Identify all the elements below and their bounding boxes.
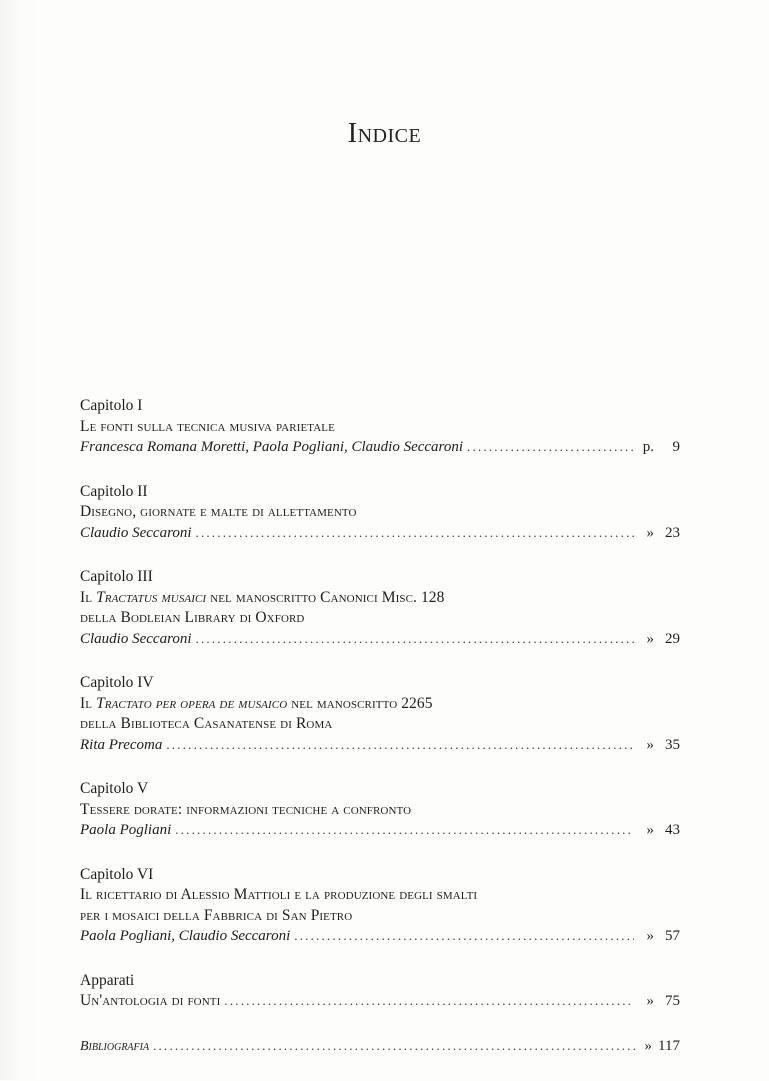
page-number: 117 bbox=[658, 1037, 680, 1054]
page-number: 35 bbox=[665, 736, 680, 753]
page-marker: » bbox=[646, 630, 654, 647]
page-marker: p. bbox=[642, 439, 654, 455]
page-marker: » bbox=[644, 1037, 652, 1054]
chapter-authors: Paola Pogliani, Claudio Seccaroni bbox=[80, 928, 291, 944]
heading-prefix: Il bbox=[80, 588, 97, 606]
page-marker: » bbox=[646, 822, 654, 838]
author-line bbox=[80, 437, 680, 458]
heading-suffix: nel manoscritto Canonici Misc. 128 bbox=[206, 588, 445, 606]
toc-entry-chapter-4 bbox=[80, 673, 680, 755]
chapter-heading: Le fonti sulla tecnica musiva parietale bbox=[80, 417, 335, 435]
toc-entry-chapter-5 bbox=[80, 779, 680, 841]
chapter-heading bbox=[80, 694, 680, 715]
author-line bbox=[80, 629, 680, 650]
section-heading: Bibliografia bbox=[80, 1038, 150, 1054]
page-number: 9 bbox=[672, 439, 680, 455]
chapter-label: Capitolo VI bbox=[80, 865, 154, 883]
page-number: 75 bbox=[665, 993, 680, 1009]
chapter-authors: Claudio Seccaroni bbox=[80, 524, 192, 541]
dot-leader bbox=[196, 523, 634, 544]
chapter-label: Capitolo II bbox=[80, 482, 148, 500]
chapter-label: Capitolo V bbox=[80, 780, 149, 797]
page-marker: » bbox=[646, 524, 654, 541]
chapter-authors: Claudio Seccaroni bbox=[80, 630, 192, 647]
dot-leader bbox=[467, 437, 634, 458]
chapter-heading-line-2: della Biblioteca Casanatense di Roma bbox=[80, 715, 333, 732]
dot-leader bbox=[196, 629, 634, 650]
table-of-contents bbox=[80, 396, 680, 1081]
dot-leader bbox=[175, 820, 634, 841]
toc-entry-chapter-2 bbox=[80, 482, 680, 544]
page-number: 23 bbox=[665, 524, 680, 541]
heading-line bbox=[80, 1036, 680, 1058]
chapter-label: Capitolo III bbox=[80, 568, 153, 585]
heading-italic-title: Tractatus musaici bbox=[96, 588, 207, 606]
author-line bbox=[80, 735, 680, 756]
page-title: Indice bbox=[347, 118, 422, 149]
chapter-heading: Tessere dorate: informazioni tecniche a confronto bbox=[80, 800, 412, 818]
page-number: 43 bbox=[665, 822, 680, 838]
page-number: 29 bbox=[665, 630, 680, 647]
page-marker: » bbox=[646, 736, 654, 753]
chapter-heading-line-2: per i mosaici della Fabbrica di San Pietro bbox=[80, 906, 353, 924]
chapter-label: Capitolo IV bbox=[80, 674, 154, 691]
author-line bbox=[80, 523, 680, 544]
chapter-authors: Rita Precoma bbox=[80, 736, 163, 753]
author-line bbox=[80, 926, 680, 947]
heading-line bbox=[80, 991, 680, 1012]
dot-leader bbox=[294, 926, 634, 947]
toc-entry-apparati bbox=[80, 971, 680, 1012]
heading-italic-title: Tractato per opera de musaico bbox=[96, 694, 288, 712]
dot-leader bbox=[166, 735, 634, 756]
toc-entry-chapter-1 bbox=[80, 396, 680, 458]
chapter-heading-line-2: della Bodleian Library di Oxford bbox=[80, 609, 305, 626]
toc-entry-bibliografia bbox=[80, 1036, 680, 1058]
chapter-heading bbox=[80, 588, 680, 609]
page-number: 57 bbox=[665, 928, 680, 944]
chapter-authors: Paola Pogliani bbox=[80, 822, 172, 838]
toc-entry-chapter-6 bbox=[80, 865, 680, 947]
page-marker: » bbox=[646, 928, 654, 944]
heading-prefix: Il bbox=[80, 694, 97, 712]
author-line bbox=[80, 820, 680, 841]
section-heading: Un'antologia di fonti bbox=[80, 992, 221, 1009]
dot-leader bbox=[224, 991, 634, 1012]
heading-suffix: nel manoscritto 2265 bbox=[287, 694, 433, 712]
page-marker: » bbox=[646, 993, 654, 1009]
toc-entry-chapter-3 bbox=[80, 567, 680, 649]
chapter-label: Capitolo I bbox=[80, 397, 143, 414]
chapter-heading: Il ricettario di Alessio Mattioli e la produzione degli smalti bbox=[80, 886, 478, 903]
dot-leader bbox=[153, 1036, 638, 1057]
chapter-authors: Francesca Romana Moretti, Paola Pogliani, Claudio Seccaroni bbox=[80, 439, 463, 455]
chapter-heading: Disegno, giornate e malte di allettamento bbox=[80, 503, 357, 520]
section-label: Apparati bbox=[80, 971, 135, 989]
